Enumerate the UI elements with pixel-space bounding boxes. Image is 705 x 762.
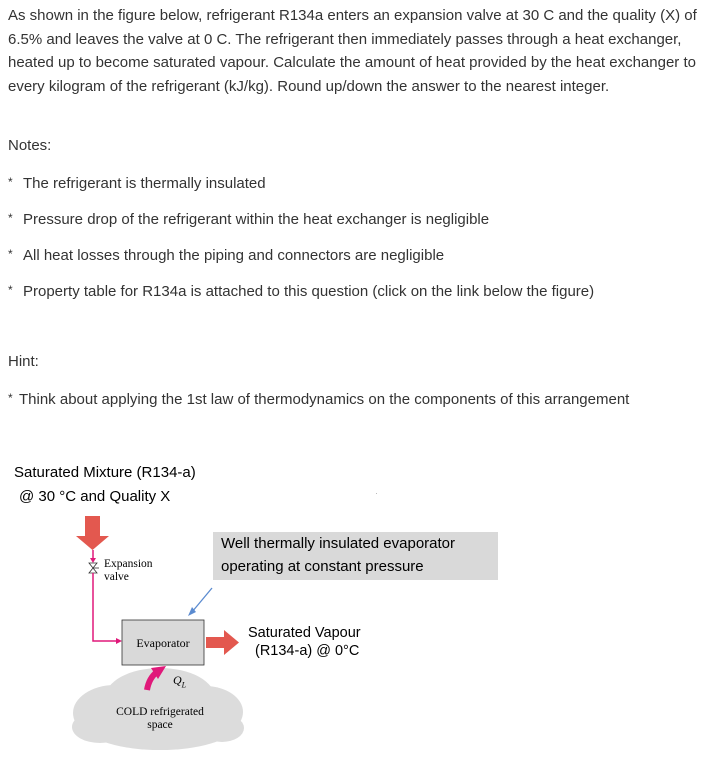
note-text: Property table for R134a is attached to this question (click on the link below the figure) [23, 283, 595, 300]
note-item [8, 208, 489, 230]
valve-label-line2: valve [104, 571, 129, 583]
bullet-star-icon: * [8, 211, 13, 225]
inlet-label-line1: Saturated Mixture (R134-a) [14, 464, 196, 481]
bullet-star-icon: * [8, 391, 13, 405]
note-item [8, 172, 266, 194]
note-item [8, 280, 594, 302]
inlet-arrow-icon [76, 516, 109, 550]
note-item [8, 244, 444, 266]
note-text: Pressure drop of the refrigerant within the heat exchanger is negligible [23, 211, 490, 228]
pipe-inlet-arrowhead-icon [90, 558, 96, 563]
heat-subscript: L [181, 680, 187, 690]
outlet-label-line1: Saturated Vapour [248, 625, 361, 641]
callout-line1: Well thermally insulated evaporator [221, 535, 456, 552]
callout-pointer [192, 588, 212, 612]
bullet-star-icon: * [8, 247, 13, 261]
heat-label [173, 673, 186, 692]
evaporator-label: Evaporator [136, 636, 190, 650]
outlet-label-line2: (R134-a) @ 0°C [255, 643, 360, 659]
bullet-star-icon: * [8, 175, 13, 189]
question-paragraph: As shown in the figure below, refrigerant R134a enters an expansion valve at 30 C and the quality (X) of 6.5% and leaves the valve at 0 C. The refrigerant then immediately passes through a heat exchanger, heated up to become saturated vapour. Calculate the amount of heat provided by the heat exchanger to every kilogram of the refrigerant (kJ/kg). Round up/down the answer to the nearest integer. [8, 7, 697, 95]
bullet-star-icon: * [8, 283, 13, 297]
valve-label-line1: Expansion [104, 558, 153, 570]
cold-space-line2: space [147, 719, 173, 731]
callout-line2: operating at constant pressure [221, 558, 424, 575]
hint-item [8, 388, 629, 410]
notes-heading: Notes: [8, 137, 52, 154]
refrigeration-figure [0, 450, 705, 762]
cold-space-line1: COLD refrigerated [116, 706, 204, 718]
heat-symbol: Q [173, 673, 182, 687]
hint-text: Think about applying the 1st law of thermodynamics on the components of this arrangement [19, 391, 630, 408]
inlet-label-line2: @ 30 °C and Quality X [19, 488, 171, 505]
outlet-arrow-icon [206, 630, 239, 655]
note-text: The refrigerant is thermally insulated [23, 175, 266, 192]
hint-heading: Hint: [8, 353, 39, 370]
note-text: All heat losses through the piping and connectors are negligible [23, 247, 445, 264]
